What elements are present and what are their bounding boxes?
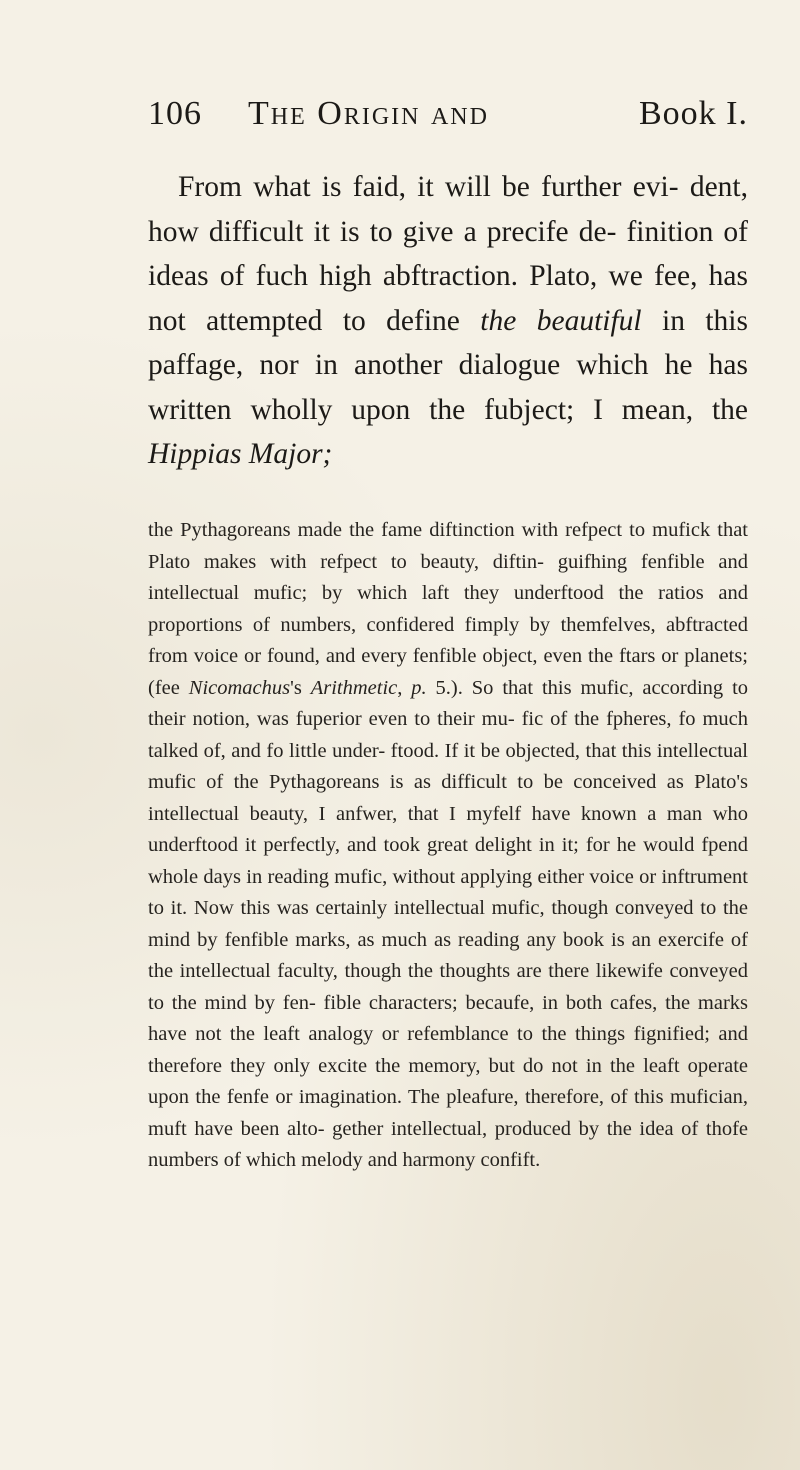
main-text-part: From what is faid, it will be further evi- dent, how difficult it is to give a precife de- finition of ideas of fuch high abftraction. Plato, we fee, has not attempted to define	[148, 171, 748, 337]
page-number: 106	[148, 95, 202, 132]
footnote-text-part: 5.). So that this mufic, according to their notion, was fuperior even to their mu- fic of the fpheres, fo much talked of, and fo little under- ftood. If it be objected, that this intellectual mufic of the Pythagoreans is as difficult to be conceived as Plato's intellectual beauty, I anfwer, that I myfelf have known a man who underftood it perfectly, and took great delight in it; for he would fpend whole days in reading mufic, without applying either voice or inftrument to it. Now this was certainly intellectual mufic, though conveyed to the mind by fenfible marks, as much as reading any book is an exercife of the intellectual faculty, though the thoughts are there likewife conveyed to the mind by fen- fible characters; becaufe, in both cafes, the marks have not the leaft analogy or refemblance to the things fignified; and therefore they only excite the memory, but do not in the leaft operate upon the fenfe or imagination. The pleafure, therefore, of this mufician, muft have been alto- gether intellectual, produced by the idea of thofe numbers of which melody and harmony confift.	[148, 676, 749, 1171]
running-head	[148, 90, 748, 138]
main-paragraph	[148, 165, 748, 477]
footnote-paragraph	[148, 515, 748, 1177]
footnote-text-part: the Pythagoreans made the fame diftinction with refpect to mufick that Plato makes with refpect to beauty, diftin- guifhing fenfible and intellectual mufic; by which laft they underftood the ratios and proportions of numbers, confidered fimply by themfelves, abftracted from voice or found, and every fenfible object, even the ftars or planets; (fee	[148, 519, 748, 699]
italic-abbrev: p.	[411, 676, 427, 699]
main-text-part: in this paffage, nor in another dialogue which he has written wholly upon the fubject; I mean, the	[148, 304, 748, 426]
italic-phrase: the beautiful	[480, 304, 642, 337]
footnote-text-part: ,	[397, 676, 412, 699]
italic-title: Arithmetic	[310, 676, 398, 699]
italic-title: Hippias Major;	[148, 438, 333, 470]
book-label: Book I.	[639, 95, 748, 132]
running-title: The Origin and	[248, 95, 489, 132]
footnote-text-part: 's	[290, 676, 311, 699]
italic-name: Nicomachus	[188, 676, 291, 699]
